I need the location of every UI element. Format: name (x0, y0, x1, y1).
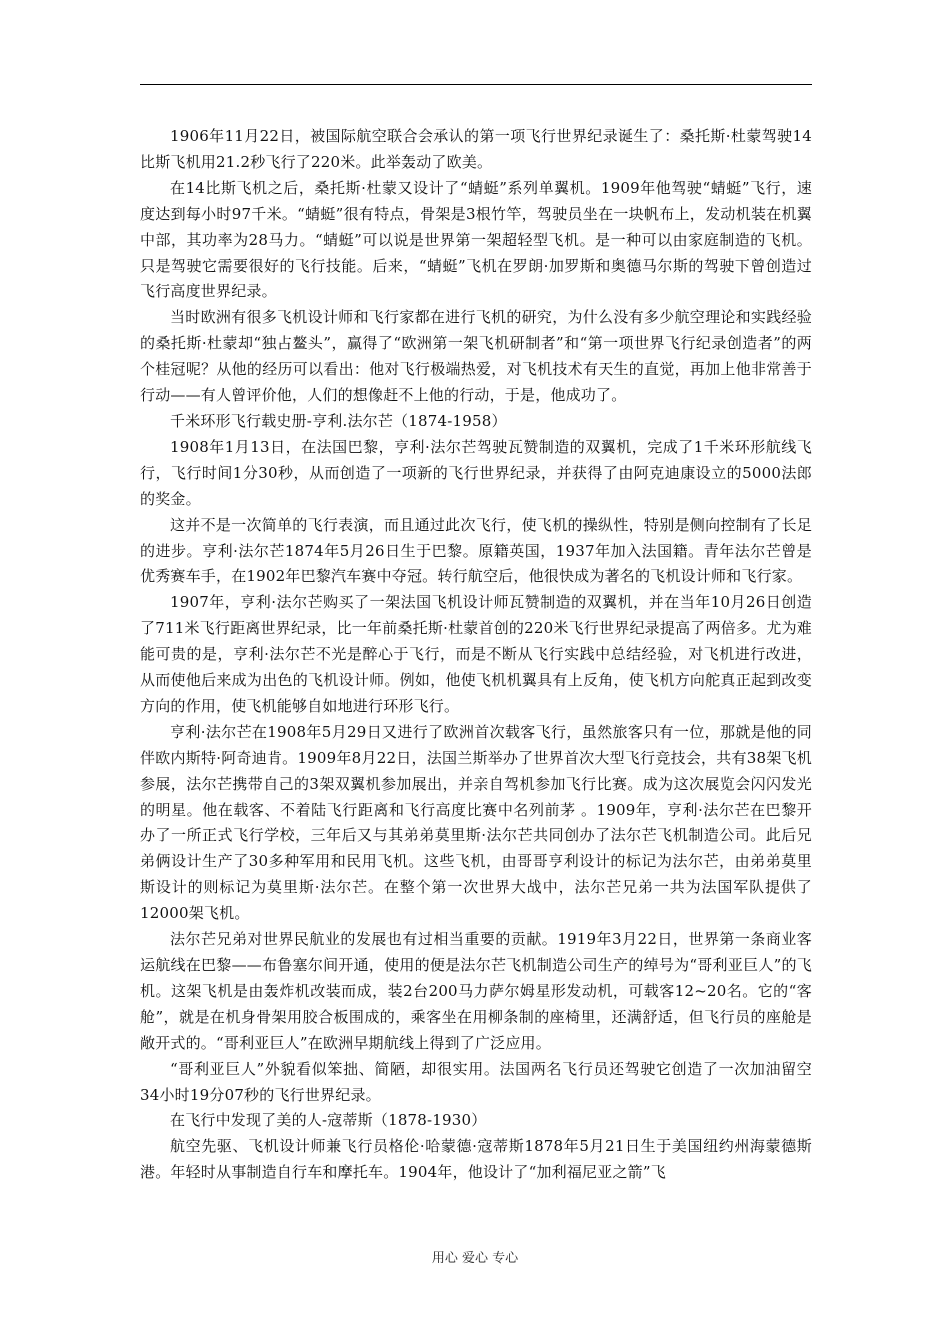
paragraph: 1907年，亨利·法尔芒购买了一架法国飞机设计师瓦赞制造的双翼机，并在当年10月26日创造了711米飞行距离世界纪录，比一年前桑托斯·杜蒙首创的220米飞行世界纪录提高了两倍多。尤为难能可贵的是，亨利·法尔芒不光是醉心于飞行，而是不断从飞行实践中总结经验，对飞机进行改进，从而使他后来成为出色的飞机设计师。例如，他使飞机机翼具有上反角，使飞机方向舵真正起到改变方向的作用，使飞机能够自如地进行环形飞行。 (140, 593, 812, 715)
paragraph: 1906年11月22日，被国际航空联合会承认的第一项飞行世界纪录诞生了：桑托斯·杜蒙驾驶14比斯飞机用21.2秒飞行了220米。此举轰动了欧美。 (140, 127, 812, 171)
paragraph: 1908年1月13日，在法国巴黎，亨利·法尔芒驾驶瓦赞制造的双翼机，完成了1千米环形航线飞行，飞行时间1分30秒，从而创造了一项新的飞行世界纪录，并获得了由阿克迪康设立的5000法郎的奖金。 (140, 437, 812, 508)
section-heading: 千米环形飞行载史册-亨利.法尔芒（1874-1958） (170, 411, 507, 430)
document-body (140, 124, 812, 1186)
header-rule (140, 84, 812, 85)
paragraph: “哥利亚巨人”外貌看似笨拙、简陋，却很实用。法国两名飞行员还驾驶它创造了一次加油留空34小时19分07秒的飞行世界纪录。 (140, 1059, 812, 1104)
section-heading: 在飞行中发现了美的人-寇蒂斯（1878-1930） (170, 1111, 487, 1130)
paragraph: 这并不是一次简单的飞行表演，而且通过此次飞行，使飞机的操纵性，特别是侧向控制有了长足的进步。亨利·法尔芒1874年5月26日生于巴黎。原籍英国，1937年加入法国籍。青年法尔芒曾是优秀赛车手，在1902年巴黎汽车赛中夺冠。转行航空后，他很快成为著名的飞机设计师和飞行家。 (140, 515, 812, 586)
paragraph: 法尔芒兄弟对世界民航业的发展也有过相当重要的贡献。1919年3月22日，世界第一条商业客运航线在巴黎——布鲁塞尔间开通，使用的便是法尔芒飞机制造公司生产的绰号为“哥利亚巨人”的飞机。这架飞机是由轰炸机改装而成，装2台200马力萨尔姆星形发动机，可载客12~20名。它的“客舱”，就是在机身骨架用胶合板围成的，乘客坐在用柳条制的座椅里，还满舒适，但飞行员的座舱是敞开式的。“哥利亚巨人”在欧洲早期航线上得到了广泛应用。 (140, 930, 812, 1052)
paragraph: 航空先驱、飞机设计师兼飞行员格伦·哈蒙德·寇蒂斯1878年5月21日生于美国纽约州海蒙德斯港。年轻时从事制造自行车和摩托车。1904年，他设计了“加利福尼亚之箭”飞 (140, 1137, 812, 1182)
paragraph: 当时欧洲有很多飞机设计师和飞行家都在进行飞机的研究，为什么没有多少航空理论和实践经验的桑托斯·杜蒙却“独占鳌头”，赢得了“欧洲第一架飞机研制者”和“第一项世界飞行纪录创造者”的两个桂冠呢？从他的经历可以看出：他对飞行极端热爱，对飞机技术有天生的直觉，再加上他非常善于行动——有人曾评价他，人们的想像赶不上他的行动，于是，他成功了。 (140, 308, 812, 405)
page-footer: 用心 爱心 专心 (431, 1251, 519, 1266)
paragraph: 亨利·法尔芒在1908年5月29日又进行了欧洲首次载客飞行，虽然旅客只有一位，那就是他的同伴欧内斯特·阿奇迪肯。1909年8月22日，法国兰斯举办了世界首次大型飞行竞技会，共有38架飞机参展，法尔芒携带自己的3架双翼机参加展出，并亲自驾机参加飞行比赛。成为这次展览会闪闪发光的明星。他在载客、不着陆飞行距离和飞行高度比赛中名列前茅 。1909年，亨利·法尔芒在巴黎开办了一所正式飞行学校，三年后又与其弟弟莫里斯·法尔芒共同创办了法尔芒飞机制造公司。此后兄弟俩设计生产了30多种军用和民用飞机。这些飞机，由哥哥亨利设计的标记为法尔芒，由弟弟莫里斯设计的则标记为莫里斯·法尔芒。在整个第一次世界大战中，法尔芒兄弟一共为法国军队提供了12000架飞机。 (140, 722, 812, 923)
paragraph: 在14比斯飞机之后，桑托斯·杜蒙又设计了“蜻蜓”系列单翼机。1909年他驾驶“蜻蜓”飞行，速度达到每小时97千米。“蜻蜓”很有特点，骨架是3根竹竿，驾驶员坐在一块帆布上，发动机装在机翼中部，其功率为28马力。“蜻蜓”可以说是世界第一架超轻型飞机。是一种可以由家庭制造的飞机。只是驾驶它需要很好的飞行技能。后来，“蜻蜓”飞机在罗朗·加罗斯和奥德马尔斯的驾驶下曾创造过飞行高度世界纪录。 (140, 178, 812, 301)
